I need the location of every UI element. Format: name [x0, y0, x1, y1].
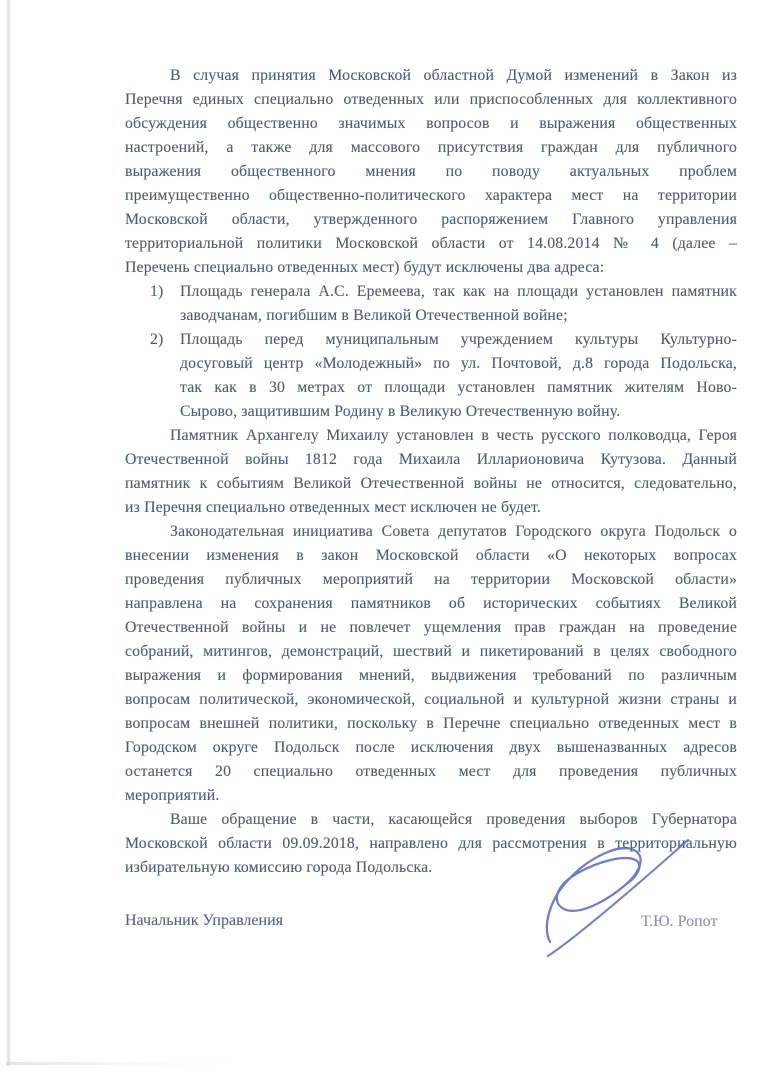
- text-line: Отечественной войны и не повлечет ущемления прав граждан на проведение: [125, 619, 737, 636]
- text-line: Перечня единых специально отведенных или приспособленных для коллективного: [125, 91, 737, 108]
- signatory-title: Начальник Управления: [125, 912, 283, 929]
- text-line: Ваше обращение в части, касающейся проведения выборов Губернатора: [170, 811, 737, 828]
- text-line: досуговый центр «Молодежный» по ул. Почтовой, д.8 города Подольска,: [180, 355, 737, 372]
- text-line: Законодательная инициатива Совета депутатов Городского округа Подольск о: [170, 523, 737, 540]
- text-line: так как в 30 метрах от площади установлен памятник жителям Ново-: [180, 379, 737, 396]
- list-marker: 2): [150, 331, 164, 348]
- text-line: останется 20 специально отведенных мест для проведения публичных: [125, 763, 737, 780]
- text-line: проведения публичных мероприятий на территории Московской области»: [125, 571, 737, 588]
- page-edge-left: [6, 0, 11, 1066]
- text-line: Сырово, защитившим Родину в Великую Отечественную войну.: [180, 403, 621, 420]
- document-body: [125, 64, 737, 880]
- text-line: Перечень специально отведенных мест) будут исключены два адреса:: [125, 259, 605, 276]
- text-line: выражения общественного мнения по поводу актуальных проблем: [125, 163, 737, 180]
- text-line: Площадь генерала А.С. Еремеева, так как на площади установлен памятник: [180, 283, 737, 300]
- text-line: внесении изменения в закон Московской области «О некоторых вопросах: [125, 547, 737, 564]
- signature-ink: [540, 836, 692, 960]
- text-line: мероприятий.: [125, 787, 220, 804]
- numbered-list: [125, 280, 737, 424]
- text-line: Площадь перед муниципальным учреждением культуры Культурно-: [180, 331, 737, 348]
- text-line: выражения и формирования мнений, выдвижения требований по различным: [125, 667, 737, 684]
- text-line: Городском округе Подольск после исключения двух вышеназванных адресов: [125, 739, 737, 756]
- text-line: настроений, а также для массового присутствия граждан для публичного: [125, 139, 737, 156]
- signatory-name: Т.Ю. Ропот: [641, 913, 718, 930]
- list-item: [125, 328, 737, 424]
- paragraph-3: [125, 520, 737, 808]
- text-line: Московской области, утвержденного распоряжением Главного управления: [125, 211, 737, 228]
- text-line: вопросам внешней политики, поскольку в Перечне специально отведенных мест в: [125, 715, 737, 732]
- signature-stroke: [548, 840, 688, 956]
- list-marker: 1): [150, 283, 164, 300]
- signature-loop: [547, 848, 641, 942]
- text-line: Отечественной войны 1812 года Михаила Илларионовича Кутузова. Данный: [125, 451, 737, 468]
- text-line: из Перечня специально отведенных мест исключен не будет.: [125, 499, 542, 516]
- text-line: направлена на сохранения памятников об исторических событиях Великой: [125, 595, 737, 612]
- text-line: Московской области 09.09.2018, направлено для рассмотрения в территориальную: [125, 835, 737, 852]
- text-line: В случая принятия Московской областной Думой изменений в Закон из: [170, 67, 737, 84]
- text-line: памятник к событиям Великой Отечественной войны не относится, следовательно,: [125, 475, 737, 492]
- text-line: преимущественно общественно-политического характера мест на территории: [125, 187, 737, 204]
- list-item: [125, 280, 737, 328]
- text-line: территориальной политики Московской области от 14.08.2014 № 4 (далее –: [125, 235, 737, 252]
- text-line: заводчанам, погибшим в Великой Отечественной войне;: [180, 307, 568, 324]
- paragraph-1: [125, 64, 737, 280]
- page-edge-bottom: [6, 1062, 236, 1065]
- text-line: избирательную комиссию города Подольска.: [125, 859, 433, 876]
- text-line: обсуждения общественно значимых вопросов и выражения общественных: [125, 115, 737, 132]
- text-line: вопросам политической, экономической, социальной и культурной жизни страны и: [125, 691, 737, 708]
- text-line: Памятник Архангелу Михаилу установлен в честь русского полководца, Героя: [170, 427, 737, 444]
- paragraph-2: [125, 424, 737, 520]
- text-line: собраний, митингов, демонстраций, шествий и пикетирований в целях свободного: [125, 643, 737, 660]
